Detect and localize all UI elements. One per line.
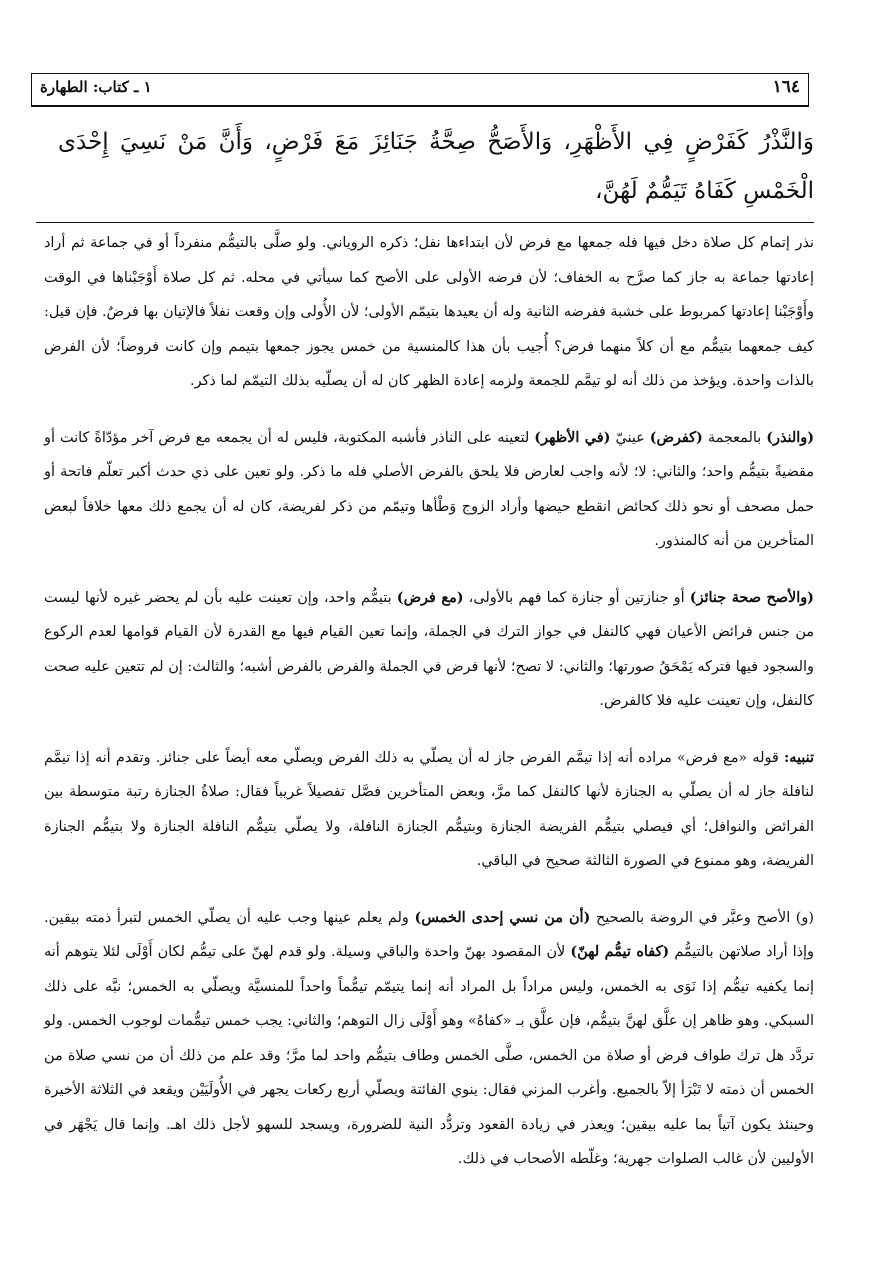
page-number: ١٦٤ [772, 77, 800, 97]
commentary [44, 226, 814, 1199]
chapter-title: ١ ـ كتاب: الطهارة [40, 78, 152, 96]
paragraph-text: لأن المقصود بهنّ واحدة والباقي وسيلة. ولو قدم لهنّ على تيمُّم لكان أَوْلَى لئلا يتوهم أنه إنما يكفيه تيمُّم إذا نَوَى به الخمس، وليس مراداً بل المراد أنه إنما يتيمّم تيمُّماً واحداً للمنسيَّة ويصلّي به الخمس؛ نبَّه على ذلك السبكي. وهو ظاهر إن علَّق لهنَّ بتيمُّم، فإن علَّق بـ «كفاهُ» وهو أَوْلَى زال التوهم؛ والثاني: يجب خمس تيمُّمات لوجوب الخمس. ولو تردَّد هل ترك طواف فرض أو صلاة من الخمس، صلَّى الخمس وطاف بتيمُّم واحد لما مرَّ؛ وقد علم من ذلك أن من نسي صلاة من الخمس أن ذمته لا تَبْرَأ إلاّ بالجميع. وأغرب المزني فقال: ينوي الفائتة ويصلّي أربع ركعات يجهر في الأُولَيَيْن ويقعد في الثلاثة الأخيرة وحينئذ يكون آتياً بما عليه بيقين؛ ويعذر في زيادة القعود وتردُّد النية للضرورة، ويسجد للسهو لأجل ذلك اهـ. وإنما قال يَجْهَر في الأوليين لأن غالب الصلوات جهرية؛ وغلّطه الأصحاب في ذلك. [44, 944, 814, 1167]
paragraph-text: عينيّ [610, 429, 650, 446]
paragraph-text: قوله «مع فرض» مراده أنه إذا تيمَّم الفرض جاز له أن يصلّي به ذلك الفرض ويصلّي معه أيضاً على جنائز. وتقدم أنه إذا تيمَّم لنافلة جاز له أن يصلّي به الجنازة لأنها كالنفل كما مرَّ، وبعض المتأخرين فصَّل تفصيلاً غريباً فقال: صلاةُ الجنازة رتبة متوسطة بين الفرائض والنوافل؛ أي فيصلي بتيمُّم الفريضة الجنازة وبتيمُّم الجنازة النافلة، ولا يصلّي بتيمُّم النافلة الجنازة ولا بتيمُّم الجنازة الفريضة، وهو ممنوع في الصورة الثالثة صحيح في الباقي. [44, 749, 814, 869]
quoted-term: (كفاه تيمُّم لهنّ) [570, 943, 670, 960]
commentary-paragraph-2 [44, 421, 814, 559]
note-label: تنبيه: [783, 748, 814, 766]
quoted-term: (والأصح صحة جنائز) [689, 588, 814, 606]
paragraph-text: بالمعجمة [702, 429, 767, 446]
commentary-paragraph-5 [44, 901, 814, 1177]
separator-rule [36, 222, 814, 223]
quoted-term: (مع فرض) [396, 588, 464, 606]
paragraph-text: أو جنازتين أو جنازة كما فهم بالأولى، [463, 589, 690, 606]
quoted-term: (في الأظهر) [534, 428, 611, 446]
quoted-term: (والنذر) [766, 428, 815, 446]
paragraph-text: لتعينه على الناذر فأشبه المكتوبة، فليس له أن يجمعه مع فرض آخر مؤدّاةً كانت أو مقضيةً بتيمُّم واحد؛ والثاني: لا؛ لأنه واجب لعارض فلا يلحق بالفرض الأصلي فله ما ذكر. ولو تعين على ذي حدث أكبر تعلّم فاتحة أو حمل مصحف أو نحو ذلك كحائض انقطع حيضها وأراد الزوج وَطْأها وتيمّم من ذكر لفريضة، كان له أن يجمع ذلك معها خلافاً لبعض المتأخرين من أنه كالمنذور. [44, 429, 814, 549]
quoted-term: (أن من نسي إحدى الخمس) [414, 908, 591, 926]
paragraph-text: نذر إتمام كل صلاة دخل فيها فله جمعها مع فرض لأن ابتداءها نفل؛ ذكره الروياني. ولو صلَّى بالتيمُّم منفرداً أو في جماعة ثم أراد إعادتها جماعة به جاز كما صرَّح به الخفاف؛ لأن فرضه الأولى على الأصح كما سيأتي في محله. ثم كل صلاة أَوْجَبْناها في الوقت وأَوْجَبْنا إعادتها كمربوط على خشبة ففرضه الثانية وله أن يعيدها بتيمّم الأولى؛ لأن الأُولى وإن وقعت نفلاً فالإتيان بها فرضٌ. فإن قيل: كيف جمعهما بتيمُّم مع أن كلاً منهما فرض؟ أُجيب بأن هذا كالمنسية من خمس يجوز جمعها بتيمم وإن كانت فروضاً؛ لأن الفرض بالذات واحدة. ويؤخذ من ذلك أنه لو تيمَّم للجمعة ولزمه إعادة الظهر كان له أن يصلّيه بذلك التيمّم لما ذكر. [44, 235, 814, 389]
commentary-paragraph-1 [44, 226, 814, 399]
main-text-matn: وَالنَّذْرُ كَفَرْضٍ فِي الأَظْهَرِ، وَالأَصَحُّ صِحَّةُ جَنَائِزَ مَعَ فَرْضٍ، وَأَنَّ مَنْ نَسِيَ إِحْدَى الْخَمْسِ كَفَاهُ تَيَمُّمٌ لَهُنَّ، [58, 129, 814, 204]
quoted-term: (كفرض) [649, 428, 703, 446]
paragraph-text: (و) الأصح وعبَّر في الروضة بالصحيح [590, 909, 814, 926]
paragraph-text: بتيمُّم واحد، وإن تعينت عليه بأن لم يحضر غيره لأنها ليست من جنس فرائض الأعيان فهي كالنفل في جواز الترك في الجملة، وإنما تعين القيام فيها مع القدرة لأن القيام قوامها لعدم الركوع والسجود فيها فتركه يَمْحَقُ صورتها؛ والثاني: لا تصح؛ لأنها فرض في الجملة والفرض بالفرض أشبه؛ والثالث: إن لم تتعين عليه صحت كالنفل، وإن تعينت عليه فلا كالفرض. [44, 589, 814, 709]
commentary-paragraph-4 [44, 741, 814, 879]
commentary-paragraph-3 [44, 581, 814, 719]
paragraph-text: ولم يعلم عينها وجب عليه أن يصلّي الخمس لتبرأ ذمته بيقين. وإذا أراد صلاتهن بالتيمُّم [44, 909, 814, 960]
running-header [31, 73, 809, 107]
